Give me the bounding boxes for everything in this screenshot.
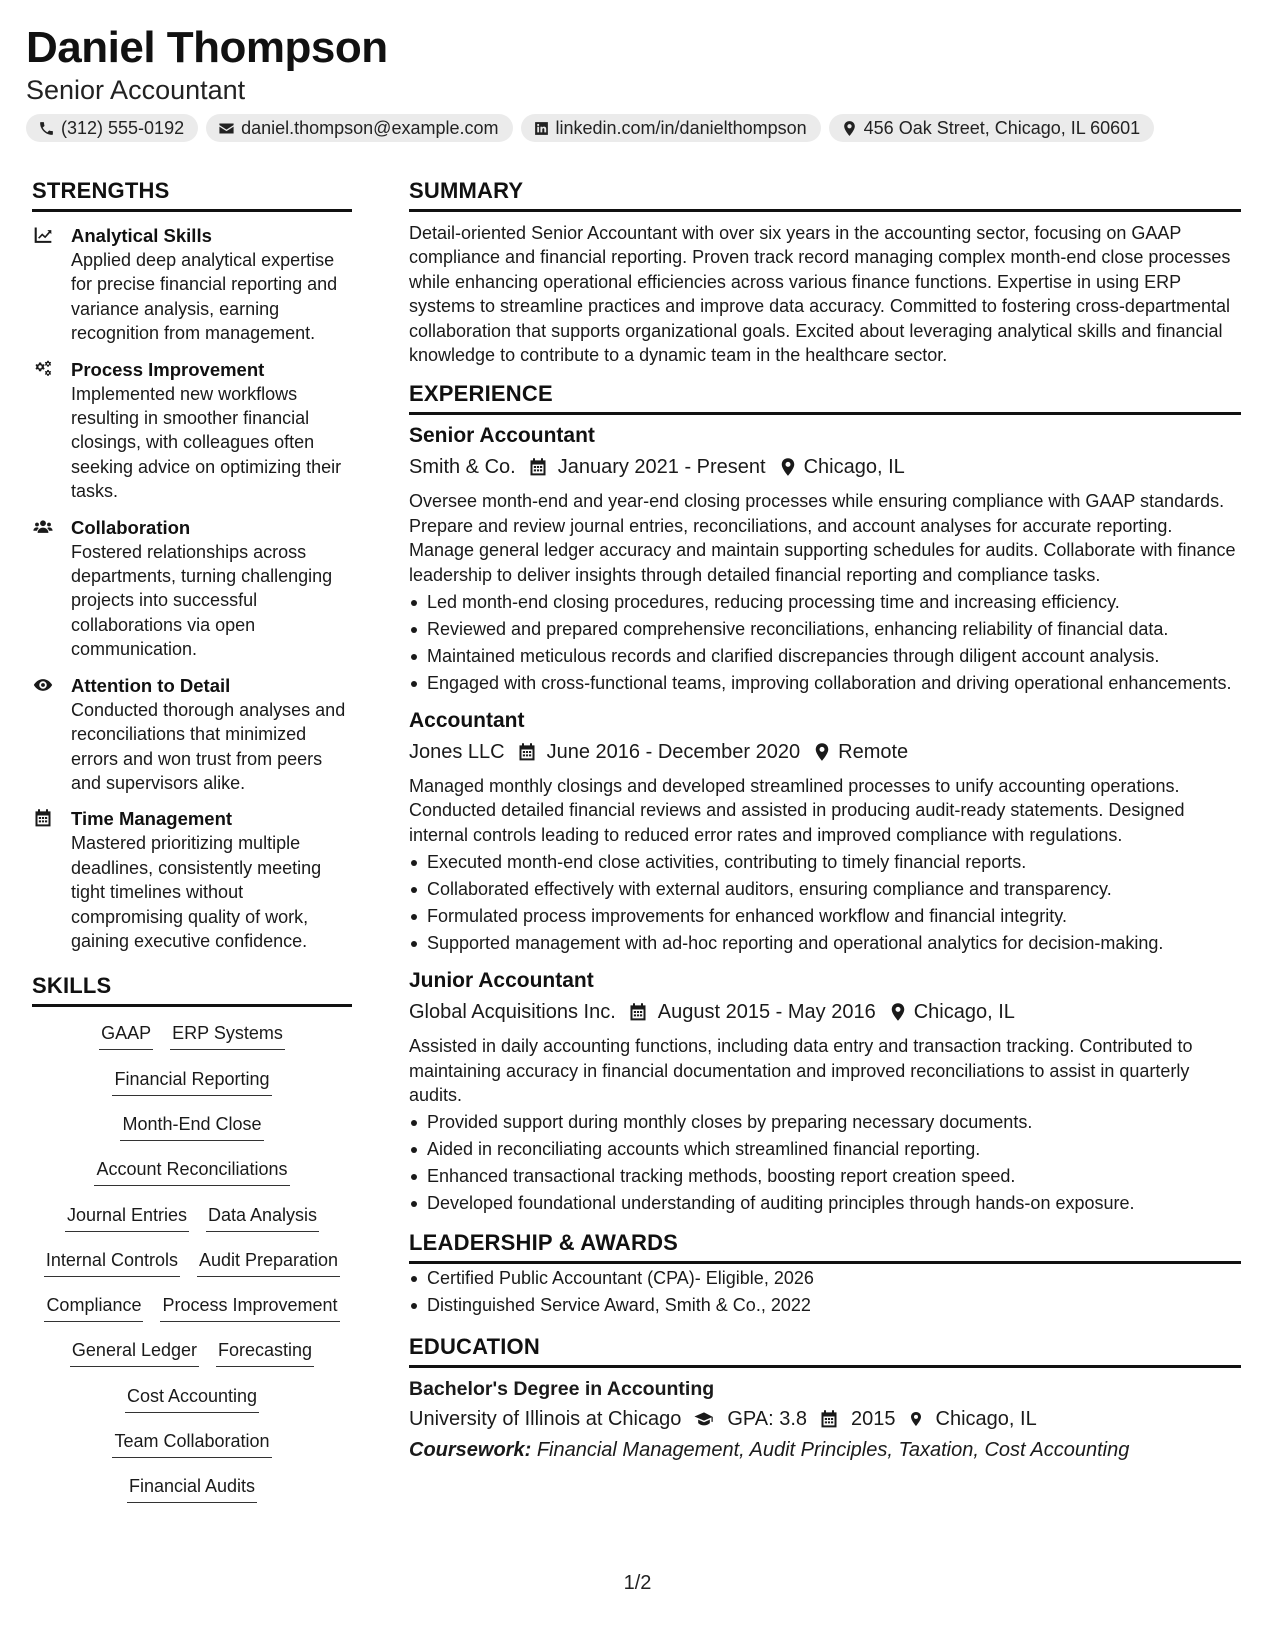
strength-desc: Implemented new workflows resulting in smoother financial closings, with colleagues often seeking advice on optimizing their tasks. (71, 383, 342, 502)
page-number: 1/2 (623, 1572, 652, 1594)
coursework-label: Coursework: (409, 1438, 532, 1461)
experience-heading: EXPERIENCE (409, 381, 1241, 415)
list-item: Formulated process improvements for enhanced workflow and financial integrity. (409, 904, 1241, 928)
map-pin-icon (841, 120, 858, 137)
map-pin-icon (888, 1002, 904, 1022)
list-item: Aided in reconciliating accounts which streamlined financial reporting. (409, 1137, 1241, 1161)
strength-item (32, 807, 352, 953)
eye-icon (32, 675, 54, 695)
job-entry (409, 707, 1241, 955)
linkedin-icon (533, 120, 550, 137)
list-item: Collaborated effectively with external auditors, ensuring compliance and transparency. (409, 877, 1241, 901)
resume-header (26, 22, 1246, 142)
job-title: Senior Accountant (409, 424, 595, 448)
skill-tag: Financial Reporting (112, 1066, 271, 1096)
calendar-icon (32, 808, 54, 828)
calendar-icon (819, 1409, 839, 1429)
calendar-icon (528, 457, 548, 477)
envelope-icon (218, 120, 235, 137)
job-dates: August 2015 - May 2016 (657, 1001, 876, 1024)
gpa: GPA: 3.8 (727, 1407, 808, 1430)
skill-tag: Financial Audits (127, 1473, 257, 1503)
skill-tag: Team Collaboration (112, 1428, 271, 1458)
list-item: Led month-end closing procedures, reducing processing time and increasing efficiency. (409, 590, 1241, 614)
list-item: Distinguished Service Award, Smith & Co., 2022 (409, 1293, 1241, 1317)
strength-item (32, 358, 352, 504)
school-location: Chicago, IL (935, 1407, 1037, 1430)
job-description: Oversee month-end and year-end closing processes while ensuring compliance with GAAP standards. Prepare and review journal entries, reconciliations, and account analyses for accurate reporting. Manage general ledger accuracy and maintain supporting schedules for audits. Collaborate with finance leadership to deliver insights through detailed financial reporting and compliance tasks. (409, 491, 1236, 585)
strength-name: Collaboration (71, 516, 191, 538)
map-pin-icon (778, 457, 794, 477)
strength-desc: Conducted thorough analyses and reconciliations that minimized errors and won trust from peers and supervisors alike. (71, 699, 346, 793)
job-company: Global Acquisitions Inc. (409, 1001, 616, 1024)
strength-desc: Applied deep analytical expertise for precise financial reporting and variance analysis, earning recognition from management. (71, 250, 338, 344)
list-item: Certified Public Accountant (CPA)- Eligible, 2026 (409, 1266, 1241, 1290)
job-dates: June 2016 - December 2020 (546, 741, 801, 764)
skill-tag: Audit Preparation (197, 1247, 340, 1277)
degree-title: Bachelor's Degree in Accounting (409, 1377, 715, 1400)
school-name: University of Illinois at Chicago (409, 1407, 682, 1430)
job-dates: January 2021 - Present (557, 456, 766, 479)
list-item: Enhanced transactional tracking methods, boosting report creation speed. (409, 1164, 1241, 1188)
skill-tag: General Ledger (70, 1337, 199, 1367)
map-pin-icon (812, 742, 828, 762)
leadership-list (409, 1266, 1241, 1317)
summary-text: Detail-oriented Senior Accountant with over six years in the accounting sector, focusing on GAAP compliance and financial reporting. Proven track record managing complex month-end close processes while enhancing operational efficiencies across various finance functions. Expertise in using ERP systems to streamline practices and improve data accuracy. Committed to fostering cross-departmental collaboration that supports organizational goals. Excited about leveraging analytical skills and financial knowledge to contribute to a dynamic team in the healthcare sector. (409, 223, 1231, 366)
education-heading: EDUCATION (409, 1334, 1241, 1368)
skill-list (32, 1020, 352, 1518)
contact-email-text: daniel.thompson@example.com (241, 117, 499, 138)
graduation-cap-icon (693, 1409, 715, 1429)
job-entry (409, 422, 1241, 695)
strength-name: Process Improvement (71, 358, 265, 380)
skill-tag: Process Improvement (160, 1292, 339, 1322)
graduation-year: 2015 (851, 1407, 896, 1430)
skill-tag: GAAP (99, 1020, 153, 1050)
strength-name: Attention to Detail (71, 674, 231, 696)
job-title: Junior Accountant (409, 969, 594, 993)
strength-name: Analytical Skills (71, 225, 212, 246)
job-description: Assisted in daily accounting functions, including data entry and transaction tracking. Contributed to maintaining accuracy in financial documentation and improved reconciliations to assist in quarterly audits. (409, 1036, 1193, 1106)
skills-section (32, 973, 352, 1518)
list-item: Supported management with ad-hoc reporting and operational analytics for decision-making. (409, 931, 1241, 955)
summary-section (409, 178, 1241, 367)
job-location: Remote (838, 741, 909, 764)
education-section (409, 1334, 1241, 1464)
contact-phone[interactable] (26, 114, 198, 142)
chart-line-icon (32, 225, 54, 245)
job-bullets (409, 590, 1241, 695)
contact-address-text: 456 Oak Street, Chicago, IL 60601 (863, 117, 1141, 138)
list-item: Reviewed and prepared comprehensive reconciliations, enhancing reliability of financial data. (409, 617, 1241, 641)
list-item: Executed month-end close activities, contributing to timely financial reports. (409, 850, 1241, 874)
skill-tag: Data Analysis (206, 1202, 319, 1232)
strength-item (32, 516, 352, 662)
summary-heading: SUMMARY (409, 178, 1241, 212)
calendar-icon (628, 1002, 648, 1022)
job-description: Managed monthly closings and developed streamlined processes to unify accounting operations. Conducted detailed financial reviews and assisted in producing audit-ready statements. Designed internal controls leading to reduced error rates and improved compliance with regulations. (409, 776, 1185, 845)
skill-tag: Journal Entries (65, 1202, 189, 1232)
education-meta (409, 1405, 1241, 1433)
job-company: Jones LLC (409, 741, 505, 764)
candidate-name: Daniel Thompson (26, 23, 388, 72)
experience-section (409, 381, 1241, 1215)
strength-desc: Mastered prioritizing multiple deadlines, consistently meeting tight timelines without compromising quality of work, gaining executive confidence. (71, 833, 322, 951)
strength-item (32, 224, 352, 346)
job-meta (409, 998, 1241, 1026)
calendar-icon (517, 742, 537, 762)
job-title: Accountant (409, 709, 525, 733)
right-column (409, 178, 1241, 1464)
users-icon (32, 517, 54, 537)
skill-tag: Compliance (44, 1292, 143, 1322)
phone-icon (38, 120, 55, 137)
job-location: Chicago, IL (803, 456, 905, 479)
skill-tag: ERP Systems (170, 1020, 285, 1050)
gears-icon (32, 359, 54, 379)
strength-item (32, 674, 352, 796)
skill-tag: Internal Controls (44, 1247, 180, 1277)
list-item: Developed foundational understanding of auditing principles through hands-on exposure. (409, 1191, 1241, 1215)
job-meta (409, 453, 1241, 481)
leadership-section (409, 1230, 1241, 1318)
skills-heading: SKILLS (32, 973, 352, 1007)
skill-tag: Account Reconciliations (94, 1156, 289, 1186)
list-item: Engaged with cross-functional teams, improving collaboration and driving operational enhancements. (409, 671, 1241, 695)
coursework-list: Financial Management, Audit Principles, Taxation, Cost Accounting (536, 1438, 1130, 1461)
contact-linkedin-text: linkedin.com/in/danielthompson (555, 117, 807, 138)
candidate-title: Senior Accountant (26, 75, 246, 105)
skill-tag: Cost Accounting (125, 1383, 259, 1413)
strengths-section (32, 178, 352, 953)
contact-phone-text: (312) 555-0192 (61, 117, 185, 138)
contact-linkedin[interactable] (521, 114, 821, 142)
strength-desc: Fostered relationships across departments, turning challenging projects into successful collaborations via open communication. (71, 541, 333, 660)
job-location: Chicago, IL (913, 1001, 1015, 1024)
strength-name: Time Management (71, 808, 233, 830)
list-item: Maintained meticulous records and clarified discrepancies through diligent account analysis. (409, 644, 1241, 668)
map-pin-icon (908, 1409, 924, 1429)
contact-bar (26, 114, 1246, 142)
job-bullets (409, 850, 1241, 955)
leadership-heading: LEADERSHIP & AWARDS (409, 1230, 1241, 1264)
list-item: Provided support during monthly closes by preparing necessary documents. (409, 1110, 1241, 1134)
strengths-heading: STRENGTHS (32, 178, 352, 212)
job-company: Smith & Co. (409, 456, 516, 479)
skill-tag: Month-End Close (120, 1111, 263, 1141)
skill-tag: Forecasting (216, 1337, 314, 1367)
job-entry (409, 967, 1241, 1215)
contact-email[interactable] (206, 114, 512, 142)
left-column (32, 178, 352, 1519)
job-meta (409, 738, 1241, 766)
contact-address[interactable] (829, 114, 1155, 142)
job-bullets (409, 1110, 1241, 1215)
coursework (409, 1436, 1241, 1464)
